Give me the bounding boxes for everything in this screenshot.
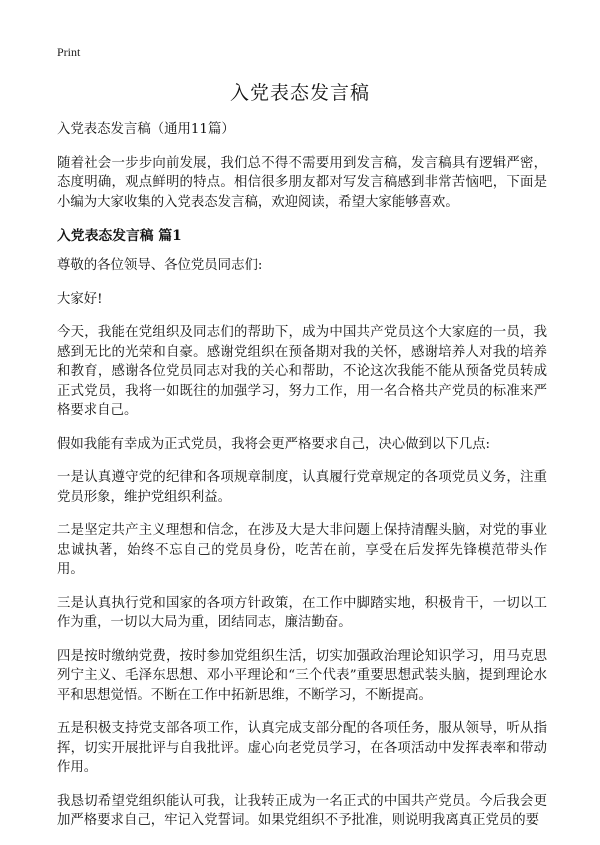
pledge-item-5: 五是积极支持党支部各项工作，认真完成支部分配的各项任务，服从领导，听从指挥，切实开展批评与自我批评。虚心向老党员学习，在各项活动中发挥表率和带动作用。 bbox=[57, 721, 547, 775]
intro-paragraph: 随着社会一步步向前发展，我们总不得不需要用到发言稿，发言稿具有逻辑严密，态度明确，观点鲜明的特点。相信很多朋友都对写发言稿感到非常苦恼吧，下面是小编为大家收集的入党表态发言稿，欢迎阅读，希望大家能够喜欢。 bbox=[57, 155, 547, 210]
body-paragraph: 今天，我能在党组织及同志们的帮助下，成为中国共产党员这个大家庭的一员，我感到无比的光荣和自豪。感谢党组织在预备期对我的关怀，感谢培养人对我的培养和教育，感谢各位党员同志对我的关心和帮助，不论这次我能不能从预备党员转成正式党员，我将一如既往的加强学习，努力工作，用一名合格共产党员的标准来严格要求自己。 bbox=[57, 325, 547, 418]
pledge-item-2: 二是坚定共产主义理想和信念，在涉及大是大非问题上保持清醒头脑，对党的事业忠诚执著，始终不忘自己的党员身份，吃苦在前，享受在后发挥先锋模范带头作用。 bbox=[57, 523, 547, 577]
salutation: 尊敬的各位领导、各位党员同志们: bbox=[57, 258, 263, 273]
section-heading: 入党表态发言稿 篇1 bbox=[57, 228, 182, 244]
greeting: 大家好! bbox=[57, 291, 103, 307]
article-subtitle: 入党表态发言稿（通用11篇） bbox=[57, 122, 235, 137]
page-title: 入党表态发言稿 bbox=[229, 82, 370, 104]
print-link[interactable]: Print bbox=[57, 45, 81, 59]
article-body bbox=[57, 120, 547, 845]
body-paragraph: 假如我能有幸成为正式党员，我将会更严格要求自己，决心做到以下几点: bbox=[57, 436, 491, 452]
pledge-item-1: 一是认真遵守党的纪律和各项规章制度，认真履行党章规定的各项党员义务，注重党员形象，维护党组织利益。 bbox=[57, 470, 547, 505]
pledge-item-3: 三是认真执行党和国家的各项方针政策，在工作中脚踏实地，积极肯干，一切以工作为重，一切以大局为重，团结同志，廉洁勤奋。 bbox=[57, 595, 547, 630]
pledge-item-4: 四是按时缴纳党费，按时参加党组织生活，切实加强政治理论知识学习，用马克思列宁主义、毛泽东思想、邓小平理论和“三个代表”重要思想武装头脑，提到理论水平和思想觉悟。不断在工作中拓新思维，不断学习，不断提高。 bbox=[57, 648, 547, 703]
closing-paragraph: 我恳切希望党组织能认可我，让我转正成为一名正式的中国共产党员。今后我会更加严格要求自己，牢记入党誓词。如果党组织不予批准，则说明我离真正党员的要 bbox=[57, 793, 547, 828]
